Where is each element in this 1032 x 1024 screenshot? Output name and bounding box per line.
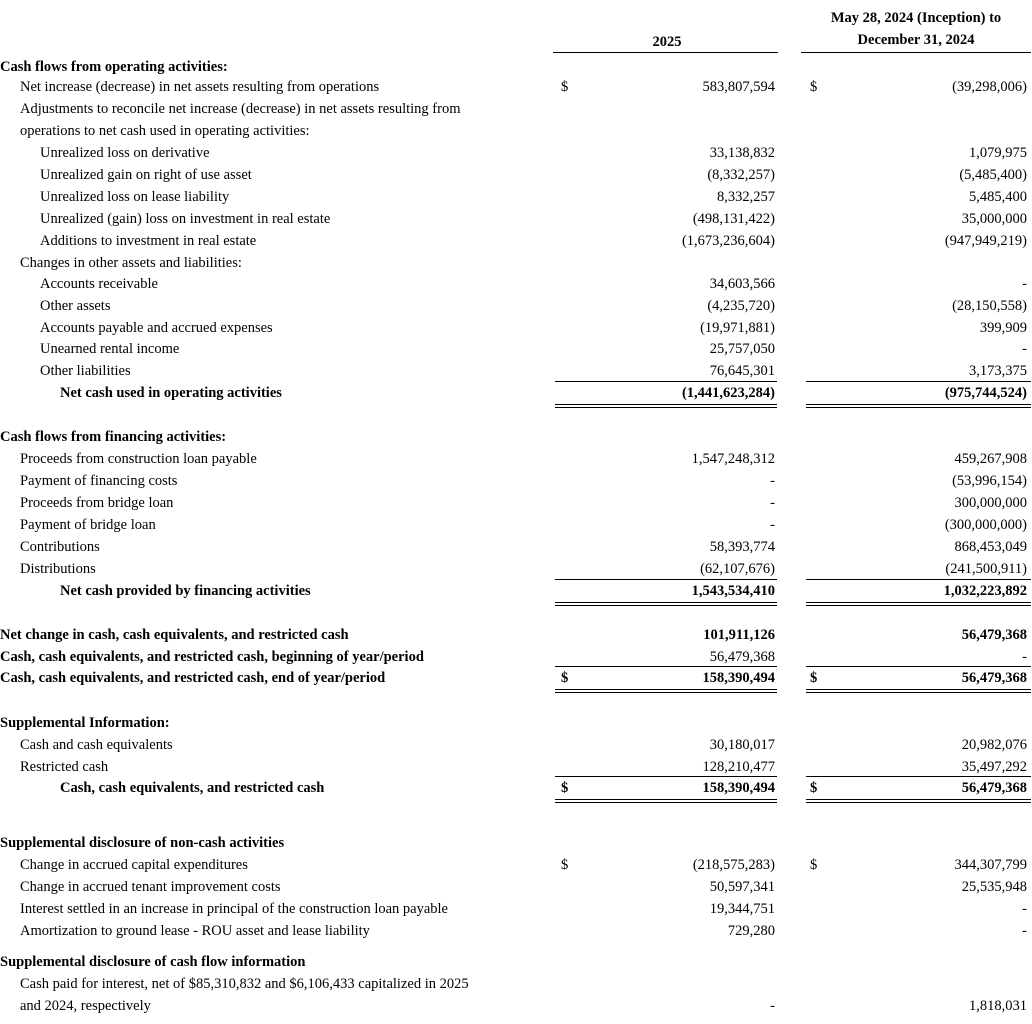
statement-row	[0, 56, 1032, 78]
amount-inception: -	[1022, 341, 1027, 357]
statement-row	[0, 777, 1032, 799]
statement-row	[0, 973, 1032, 995]
amount-inception: 1,032,223,892	[943, 583, 1027, 599]
row-label: Unrealized (gain) loss on investment in real estate	[40, 211, 331, 227]
row-label: Accounts receivable	[40, 276, 158, 292]
row-label: Unrealized loss on lease liability	[40, 189, 230, 205]
row-label: Change in accrued tenant improvement costs	[20, 879, 281, 895]
row-label: operations to net cash used in operating activities:	[20, 123, 310, 139]
row-label: Restricted cash	[20, 759, 109, 775]
row-label: Change in accrued capital expenditures	[20, 857, 248, 873]
row-label: Net cash provided by financing activities	[60, 583, 311, 599]
amount-inception: 459,267,908	[954, 451, 1027, 467]
amount-2025: 101,911,126	[703, 627, 775, 643]
amount-inception: (39,298,006)	[952, 79, 1027, 95]
amount-2025: 33,138,832	[709, 145, 775, 161]
statement-row	[0, 382, 1032, 404]
row-label: Supplemental disclosure of non-cash activities	[0, 835, 285, 851]
single-underline	[806, 776, 1031, 777]
statement-row	[0, 854, 1032, 876]
row-label: Supplemental disclosure of cash flow information	[0, 954, 306, 970]
statement-row	[0, 646, 1032, 668]
row-label: Cash flows from financing activities:	[0, 429, 227, 445]
amount-inception: -	[1022, 276, 1027, 292]
amount-inception: -	[1022, 901, 1027, 917]
amount-inception: (28,150,558)	[952, 298, 1027, 314]
row-label: Adjustments to reconcile net increase (decrease) in net assets resulting from	[20, 101, 461, 117]
amount-2025: (8,332,257)	[707, 167, 775, 183]
amount-2025: 158,390,494	[702, 780, 775, 796]
column-header-rule-inception	[801, 52, 1031, 53]
amount-2025: (62,107,676)	[700, 561, 775, 577]
amount-inception: (300,000,000)	[944, 517, 1027, 533]
amount-inception: 344,307,799	[954, 857, 1027, 873]
amount-inception: 868,453,049	[954, 539, 1027, 555]
statement-row	[0, 667, 1032, 689]
double-underline	[806, 404, 1031, 408]
column-header-2025: 2025	[652, 34, 682, 50]
statement-row	[0, 832, 1032, 854]
amount-inception: 1,079,975	[969, 145, 1027, 161]
statement-row	[0, 208, 1032, 230]
amount-2025: 1,547,248,312	[691, 451, 775, 467]
statement-row	[0, 120, 1032, 142]
row-label: Other liabilities	[40, 363, 131, 379]
row-label: Amortization to ground lease - ROU asset and lease liability	[20, 923, 370, 939]
statement-row	[0, 492, 1032, 514]
statement-row	[0, 76, 1032, 98]
statement-row	[0, 712, 1032, 734]
amount-2025: 34,603,566	[709, 276, 775, 292]
row-label: Unrealized loss on derivative	[40, 145, 210, 161]
amount-2025: 128,210,477	[702, 759, 775, 775]
row-label: Additions to investment in real estate	[40, 233, 257, 249]
currency-symbol-2025: $	[561, 670, 569, 686]
row-label: Net change in cash, cash equivalents, and restricted cash	[0, 627, 349, 643]
single-underline	[806, 381, 1031, 382]
statement-row	[0, 876, 1032, 898]
amount-inception: 399,909	[979, 320, 1027, 336]
row-label: Accounts payable and accrued expenses	[40, 320, 273, 336]
statement-row	[0, 252, 1032, 274]
statement-row	[0, 338, 1032, 360]
statement-row	[0, 360, 1032, 382]
statement-row	[0, 426, 1032, 448]
currency-symbol-inception: $	[810, 780, 818, 796]
row-label: Distributions	[20, 561, 96, 577]
currency-symbol-2025: $	[561, 780, 569, 796]
statement-row	[0, 317, 1032, 339]
statement-row	[0, 580, 1032, 602]
row-label: Payment of financing costs	[20, 473, 178, 489]
statement-row	[0, 995, 1032, 1017]
amount-2025: (1,441,623,284)	[681, 385, 775, 401]
currency-symbol-inception: $	[810, 79, 818, 95]
statement-row	[0, 186, 1032, 208]
amount-2025: 30,180,017	[709, 737, 775, 753]
statement-row	[0, 536, 1032, 558]
amount-2025: 158,390,494	[702, 670, 775, 686]
amount-2025: -	[770, 998, 775, 1014]
column-header-rule-2025	[553, 52, 778, 53]
amount-inception: -	[1022, 649, 1027, 665]
row-label: Contributions	[20, 539, 100, 555]
amount-inception: (975,744,524)	[944, 385, 1027, 401]
single-underline	[555, 776, 777, 777]
amount-inception: 300,000,000	[954, 495, 1027, 511]
currency-symbol-inception: $	[810, 670, 818, 686]
row-label: Cash, cash equivalents, and restricted cash, beginning of year/period	[0, 649, 424, 665]
currency-symbol-2025: $	[561, 857, 569, 873]
amount-inception: 25,535,948	[961, 879, 1027, 895]
row-label: Proceeds from construction loan payable	[20, 451, 257, 467]
amount-2025: 76,645,301	[709, 363, 775, 379]
amount-2025: 1,543,534,410	[691, 583, 775, 599]
amount-2025: (19,971,881)	[700, 320, 775, 336]
amount-inception: 56,479,368	[961, 670, 1027, 686]
double-underline	[806, 602, 1031, 606]
amount-inception: 56,479,368	[961, 780, 1027, 796]
amount-2025: 8,332,257	[717, 189, 775, 205]
statement-row	[0, 624, 1032, 646]
statement-row	[0, 951, 1032, 973]
statement-row	[0, 756, 1032, 778]
single-underline	[806, 666, 1031, 667]
currency-symbol-inception: $	[810, 857, 818, 873]
amount-inception: 35,000,000	[961, 211, 1027, 227]
row-label: and 2024, respectively	[20, 998, 151, 1014]
double-underline	[555, 689, 777, 693]
double-underline	[555, 404, 777, 408]
amount-2025: 56,479,368	[709, 649, 775, 665]
statement-row	[0, 558, 1032, 580]
amount-2025: (1,673,236,604)	[681, 233, 775, 249]
amount-inception: 5,485,400	[969, 189, 1027, 205]
amount-inception: (947,949,219)	[944, 233, 1027, 249]
amount-2025: 19,344,751	[709, 901, 775, 917]
row-label: Cash, cash equivalents, and restricted cash, end of year/period	[0, 670, 386, 686]
amount-2025: 25,757,050	[709, 341, 775, 357]
amount-2025: 583,807,594	[702, 79, 775, 95]
amount-2025: (498,131,422)	[692, 211, 775, 227]
column-header-inception-line1: May 28, 2024 (Inception) to	[830, 10, 1002, 26]
amount-2025: -	[770, 495, 775, 511]
statement-row	[0, 920, 1032, 942]
amount-2025: -	[770, 517, 775, 533]
row-label: Cash and cash equivalents	[20, 737, 173, 753]
column-header-inception-line2: December 31, 2024	[857, 32, 975, 48]
amount-inception: (241,500,911)	[945, 561, 1027, 577]
amount-inception: 1,818,031	[969, 998, 1027, 1014]
amount-inception: 35,497,292	[961, 759, 1027, 775]
row-label: Changes in other assets and liabilities:	[20, 255, 242, 271]
amount-inception: 3,173,375	[969, 363, 1027, 379]
row-label: Proceeds from bridge loan	[20, 495, 174, 511]
double-underline	[806, 799, 1031, 803]
single-underline	[806, 579, 1031, 580]
statement-row	[0, 734, 1032, 756]
statement-row	[0, 448, 1032, 470]
amount-2025: (4,235,720)	[707, 298, 775, 314]
statement-row	[0, 142, 1032, 164]
amount-2025: (218,575,283)	[692, 857, 775, 873]
row-label: Supplemental Information:	[0, 715, 170, 731]
statement-row	[0, 98, 1032, 120]
row-label: Net increase (decrease) in net assets resulting from operations	[20, 79, 380, 95]
amount-inception: 56,479,368	[961, 627, 1027, 643]
row-label: Unrealized gain on right of use asset	[40, 167, 252, 183]
row-label: Cash flows from operating activities:	[0, 59, 228, 75]
row-label: Unearned rental income	[40, 341, 180, 357]
single-underline	[555, 381, 777, 382]
single-underline	[555, 666, 777, 667]
row-label: Payment of bridge loan	[20, 517, 156, 533]
statement-row	[0, 470, 1032, 492]
amount-2025: 58,393,774	[709, 539, 775, 555]
statement-row	[0, 230, 1032, 252]
single-underline	[555, 579, 777, 580]
amount-inception: -	[1022, 923, 1027, 939]
double-underline	[555, 602, 777, 606]
amount-inception: (5,485,400)	[959, 167, 1027, 183]
statement-row	[0, 514, 1032, 536]
amount-2025: -	[770, 473, 775, 489]
row-label: Cash, cash equivalents, and restricted cash	[60, 780, 325, 796]
double-underline	[555, 799, 777, 803]
row-label: Other assets	[40, 298, 111, 314]
amount-2025: 50,597,341	[709, 879, 775, 895]
currency-symbol-2025: $	[561, 79, 569, 95]
amount-2025: 729,280	[727, 923, 775, 939]
statement-row	[0, 898, 1032, 920]
statement-row	[0, 295, 1032, 317]
double-underline	[806, 689, 1031, 693]
row-label: Net cash used in operating activities	[60, 385, 282, 401]
amount-inception: 20,982,076	[961, 737, 1027, 753]
statement-row	[0, 164, 1032, 186]
statement-row	[0, 273, 1032, 295]
row-label: Cash paid for interest, net of $85,310,832 and $6,106,433 capitalized in 2025	[20, 976, 469, 992]
amount-inception: (53,996,154)	[952, 473, 1027, 489]
row-label: Interest settled in an increase in principal of the construction loan payable	[20, 901, 448, 917]
